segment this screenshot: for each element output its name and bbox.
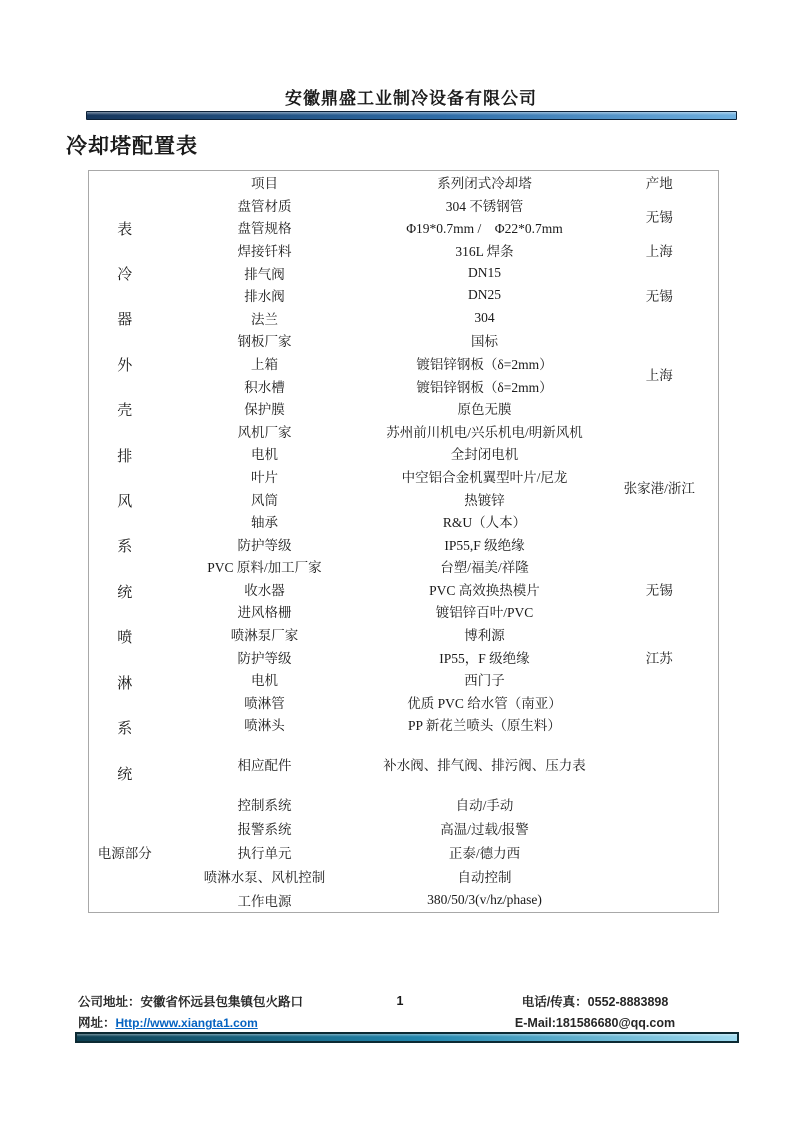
origin-cell: 上海 (645, 243, 673, 259)
page-title: 冷却塔配置表 (66, 134, 198, 158)
table-row (89, 889, 719, 913)
item-cell: 上箱 (251, 356, 278, 372)
item-cell: 钢板厂家 (237, 334, 292, 350)
origin-cell (601, 816, 719, 840)
item-cell: 排气阀 (244, 266, 285, 282)
item-cell: 法兰 (251, 311, 278, 327)
section-power-label: 电源部分 (97, 845, 152, 861)
footer-left (78, 992, 408, 1035)
value-cell: 博利源 (464, 628, 505, 644)
column-header-item: 项目 (251, 176, 278, 192)
company-address: 公司地址：安徽省怀远县包集镇包火路口 (78, 995, 304, 1009)
header-gradient-bar (86, 111, 737, 120)
value-cell: 自动/手动 (455, 797, 514, 813)
value-cell: 补水阀、排气阀、排污阀、压力表 (383, 757, 586, 773)
table-row (89, 840, 719, 864)
origin-cell (601, 889, 719, 913)
company-name: 安徽鼎盛工业制冷设备有限公司 (88, 84, 734, 114)
value-cell: 西门子 (464, 673, 505, 689)
origin-cell: 无锡 (645, 582, 673, 598)
value-cell: 镀铝锌钢板（δ=2mm） (416, 379, 553, 395)
table-header-row (89, 171, 719, 194)
table-row (89, 792, 719, 816)
value-cell: PP 新花兰喷头（原生料） (408, 718, 561, 734)
origin-cell (601, 840, 719, 864)
value-cell: 304 不锈钢管 (445, 198, 524, 214)
value-cell: 热镀锌 (464, 492, 505, 508)
item-cell: 排水阀 (244, 289, 285, 305)
section-vertical-label (89, 194, 161, 792)
column-header-value: 系列闭式冷却塔 (437, 176, 532, 192)
value-cell: 镀铝锌钢板（δ=2mm） (416, 356, 553, 372)
footer-gradient-bar (75, 1032, 739, 1043)
item-cell: 电机 (251, 673, 278, 689)
value-cell: IP55,F 级绝缘 (444, 537, 525, 553)
item-cell: 积水槽 (244, 379, 285, 395)
table-row (89, 239, 719, 262)
table-row (89, 736, 719, 792)
item-cell: 喷淋管 (244, 695, 285, 711)
value-cell: 自动控制 (457, 870, 512, 886)
item-cell: 喷淋头 (244, 718, 285, 734)
item-cell: 执行单元 (237, 846, 292, 862)
origin-cell (601, 792, 719, 816)
item-cell: 喷淋水泵、风机控制 (203, 870, 326, 886)
item-cell: 电机 (251, 447, 278, 463)
table-row (89, 261, 719, 284)
column-header-origin: 产地 (645, 176, 673, 192)
item-cell: 风筒 (251, 492, 278, 508)
value-cell: 380/50/3(v/hz/phase) (427, 892, 542, 908)
value-cell: PVC 高效换热模片 (429, 582, 540, 598)
origin-cell: 江苏 (645, 650, 673, 666)
table-row (89, 691, 719, 714)
value-cell: 镀铝锌百叶/PVC (435, 605, 534, 621)
value-cell: DN25 (468, 287, 501, 303)
table-row (89, 329, 719, 352)
table-row (89, 816, 719, 840)
value-cell: 全封闭电机 (450, 447, 519, 463)
item-cell: 防护等级 (237, 650, 292, 666)
item-cell: 收水器 (244, 582, 285, 598)
value-cell: DN15 (468, 264, 501, 280)
value-cell: 正泰/德力西 (448, 846, 521, 862)
item-cell: 焊接钎料 (237, 243, 292, 259)
column-header-section (89, 171, 161, 194)
value-cell: R&U（人本） (442, 515, 527, 531)
value-cell: 高温/过载/报警 (440, 822, 529, 838)
website-link[interactable]: Http://www.xiangta1.com (115, 1016, 258, 1031)
table-row (89, 419, 719, 442)
item-cell: 防护等级 (237, 537, 292, 553)
item-cell: 喷淋泵厂家 (230, 628, 299, 644)
value-cell: 国标 (471, 334, 498, 350)
page-number: 1 (396, 994, 404, 1008)
item-cell: 相应配件 (237, 757, 292, 773)
origin-cell: 无锡 (645, 210, 673, 226)
origin-cell: 上海 (645, 368, 673, 384)
value-cell: 316L 焊条 (455, 243, 514, 259)
origin-cell (601, 713, 719, 736)
value-cell: 优质 PVC 给水管（南亚） (407, 695, 562, 711)
item-cell: 报警系统 (237, 822, 292, 838)
page-header (88, 84, 734, 114)
value-cell: 台塑/福美/祥隆 (440, 560, 529, 576)
website-label: 网址： (78, 1016, 116, 1031)
value-cell: Φ19*0.7mm / Φ22*0.7mm (406, 221, 563, 237)
item-cell: 控制系统 (237, 797, 292, 813)
phone-fax: 电话/传真：0552-8883898 (521, 995, 669, 1009)
config-table (88, 170, 719, 913)
origin-cell (601, 864, 719, 888)
value-cell: 原色无膜 (457, 402, 512, 418)
value-cell: IP55，F 级绝缘 (439, 650, 530, 666)
value-cell: 苏州前川机电/兴乐机电/明新风机 (386, 424, 583, 440)
table-row (89, 864, 719, 888)
origin-cell: 张家港/浙江 (623, 481, 695, 497)
origin-cell (601, 736, 719, 792)
item-cell: 盘管材质 (237, 198, 292, 214)
origin-cell (601, 691, 719, 714)
item-cell: 轴承 (251, 515, 278, 531)
item-cell: 叶片 (251, 469, 278, 485)
item-cell: 盘管规格 (237, 221, 292, 237)
table-row (89, 555, 719, 578)
email: E-Mail:181586680@qq.com (514, 1016, 676, 1031)
value-cell: 中空铝合金机翼型叶片/尼龙 (401, 469, 568, 485)
table-row (89, 713, 719, 736)
item-cell: 风机厂家 (237, 424, 292, 440)
origin-cell: 无锡 (645, 289, 673, 305)
table-row (89, 623, 719, 646)
section-vertical-chars: 表 冷 器 外 壳 排 风 系 统 喷 淋 系 统 (117, 221, 133, 783)
item-cell: 工作电源 (237, 894, 292, 910)
footer-right (480, 992, 710, 1035)
value-cell: 304 (474, 309, 495, 325)
table-row (89, 194, 719, 217)
item-cell: PVC 原料/加工厂家 (207, 560, 322, 576)
config-table-wrap (88, 170, 718, 913)
item-cell: 保护膜 (244, 402, 285, 418)
item-cell: 进风格栅 (237, 605, 292, 621)
